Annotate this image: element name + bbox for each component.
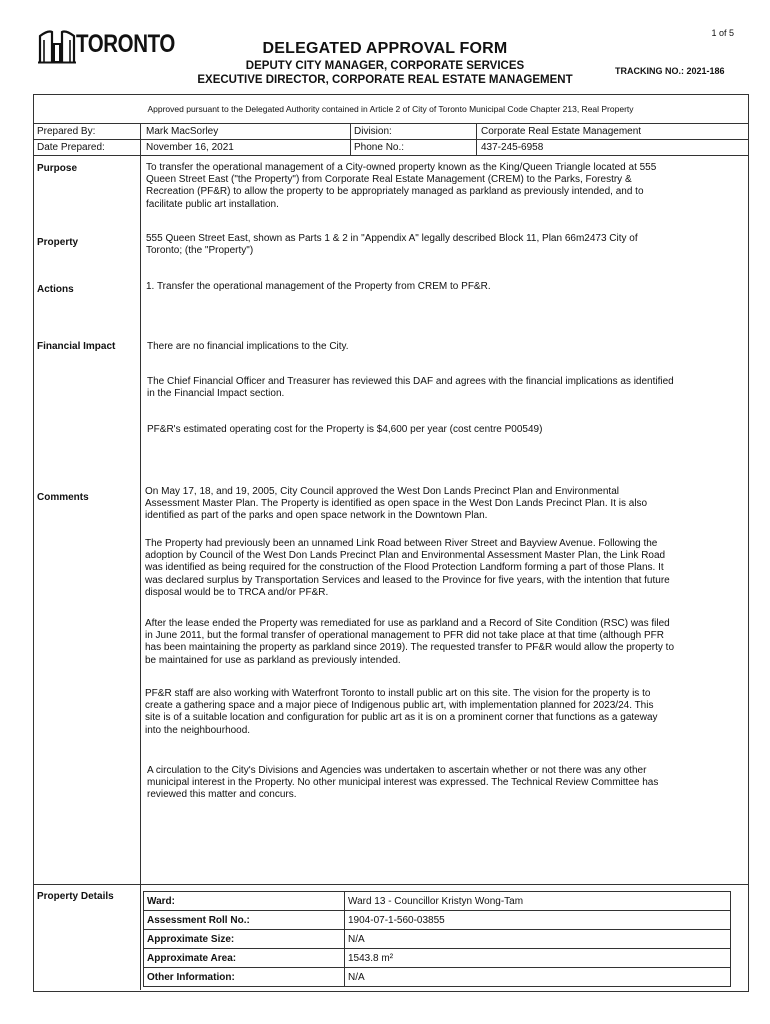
details-value: 1543.8 m² (345, 949, 731, 968)
phone-value: 437-245-6958 (481, 142, 544, 153)
comments-paragraph-3: After the lease ended the Property was remediated for use as parkland and a Record of Site Condition (RSC) was filed in June 2011, but the formal transfer of operational management to PFR did not take place at that time (although PFR has been maintaining the property as parkland since 2019). The requested transfer to PF&R would allow the property to be maintained for use as parkland as previously intended. (145, 618, 675, 666)
details-key: Assessment Roll No.: (144, 911, 345, 930)
financial-text-3: PF&R's estimated operating cost for the Property is $4,600 per year (cost centre P00549) (147, 424, 543, 435)
property-details-table (143, 891, 731, 987)
purpose-text: To transfer the operational management of a City-owned property known as the King/Queen Triangle located at 555 Queen Street East ("the Property") from Corporate Real Estate Management (CREM) to the Parks, Forestry & Recreation (PF&R) to allow the property to be appropriately managed as parkland as previously intended, and to facilitate public art installation. (146, 162, 657, 210)
purpose-label: Purpose (37, 163, 78, 174)
form-subtitle-1: DEPUTY CITY MANAGER, CORPORATE SERVICES (245, 60, 525, 72)
actions-label: Actions (37, 284, 74, 295)
logo-wordmark: TORONTO (76, 30, 175, 58)
table-row (144, 911, 731, 930)
details-value: Ward 13 - Councillor Kristyn Wong-Tam (345, 892, 731, 911)
column-divider (476, 123, 477, 155)
property-details-label: Property Details (37, 891, 114, 902)
details-key: Ward: (144, 892, 345, 911)
form-subtitle-2: EXECUTIVE DIRECTOR, CORPORATE REAL ESTATE MANAGEMENT (197, 74, 573, 86)
authority-statement: Approved pursuant to the Delegated Authority contained in Article 2 of City of Toronto Municipal Code Chapter 213, Real Property (147, 104, 634, 114)
details-key: Approximate Area: (144, 949, 345, 968)
divider (33, 884, 749, 885)
comments-paragraph-5: A circulation to the City's Divisions and Agencies was undertaken to ascertain whether or not there was any other municipal interest in the Property. No other municipal interest was expressed. The Technical Review Committee has reviewed this matter and concurs. (147, 765, 659, 801)
financial-impact-label: Financial Impact (37, 341, 116, 352)
division-label: Division: (354, 126, 392, 137)
tracking-number: TRACKING NO.: 2021-186 (615, 66, 725, 76)
comments-paragraph-1: On May 17, 18, and 19, 2005, City Council approved the West Don Lands Precinct Plan and Environmental Assessment Master Plan. The Property is identified as open space in the West Don Lands Precinct Plan. It is also identified as part of the parks and open space network in the Downtown Plan. (145, 486, 648, 522)
column-divider (140, 123, 141, 990)
comments-paragraph-4: PF&R staff are also working with Waterfront Toronto to install public art on this site. The vision for the property is to create a gathering space and a major piece of Indigenous public art, with implementation planned for 2023/24. This site is of a suitable location and configuration for public art as it is on a prominent corner that functions as a gateway into the neighbourhood. (145, 688, 658, 736)
property-text: 555 Queen Street East, shown as Parts 1 & 2 in "Appendix A" legally described Block 11, Plan 66m2473 City of Toronto; (the "Property") (146, 233, 638, 257)
property-label: Property (37, 237, 79, 248)
prepared-by-value: Mark MacSorley (146, 126, 219, 137)
table-row (144, 930, 731, 949)
actions-item: 1. Transfer the operational management of the Property from CREM to PF&R. (146, 281, 491, 292)
table-row (144, 949, 731, 968)
form-title: DELEGATED APPROVAL FORM (262, 40, 508, 57)
financial-text-1: There are no financial implications to the City. (147, 341, 349, 352)
phone-label: Phone No.: (354, 142, 405, 153)
date-prepared-value: November 16, 2021 (146, 142, 234, 153)
details-value: N/A (345, 968, 731, 987)
table-row (144, 968, 731, 987)
details-value: N/A (345, 930, 731, 949)
column-divider (350, 123, 351, 155)
date-prepared-label: Date Prepared: (37, 142, 105, 153)
division-value: Corporate Real Estate Management (481, 126, 642, 137)
comments-label: Comments (37, 492, 89, 503)
details-key: Approximate Size: (144, 930, 345, 949)
financial-text-2: The Chief Financial Officer and Treasurer has reviewed this DAF and agrees with the financial implications as identified in the Financial Impact section. (147, 376, 674, 400)
comments-paragraph-2: The Property had previously been an unnamed Link Road between River Street and Bayview Avenue. Following the adoption by Council of the West Don Lands Precinct Plan and Environmental Assessment Master Plan, the Link Road was identified as being required for the construction of the Flood Protection Landform forming a part of those Plans. It was declared surplus by Transportation Services and leased to the Province for five years, with the intention that future disposal would be to TRCA and/or PF&R. (145, 538, 670, 598)
details-key: Other Information: (144, 968, 345, 987)
details-value: 1904-07-1-560-03855 (345, 911, 731, 930)
page-indicator: 1 of 5 (711, 28, 734, 38)
prepared-by-label: Prepared By: (37, 126, 96, 137)
table-row (144, 892, 731, 911)
